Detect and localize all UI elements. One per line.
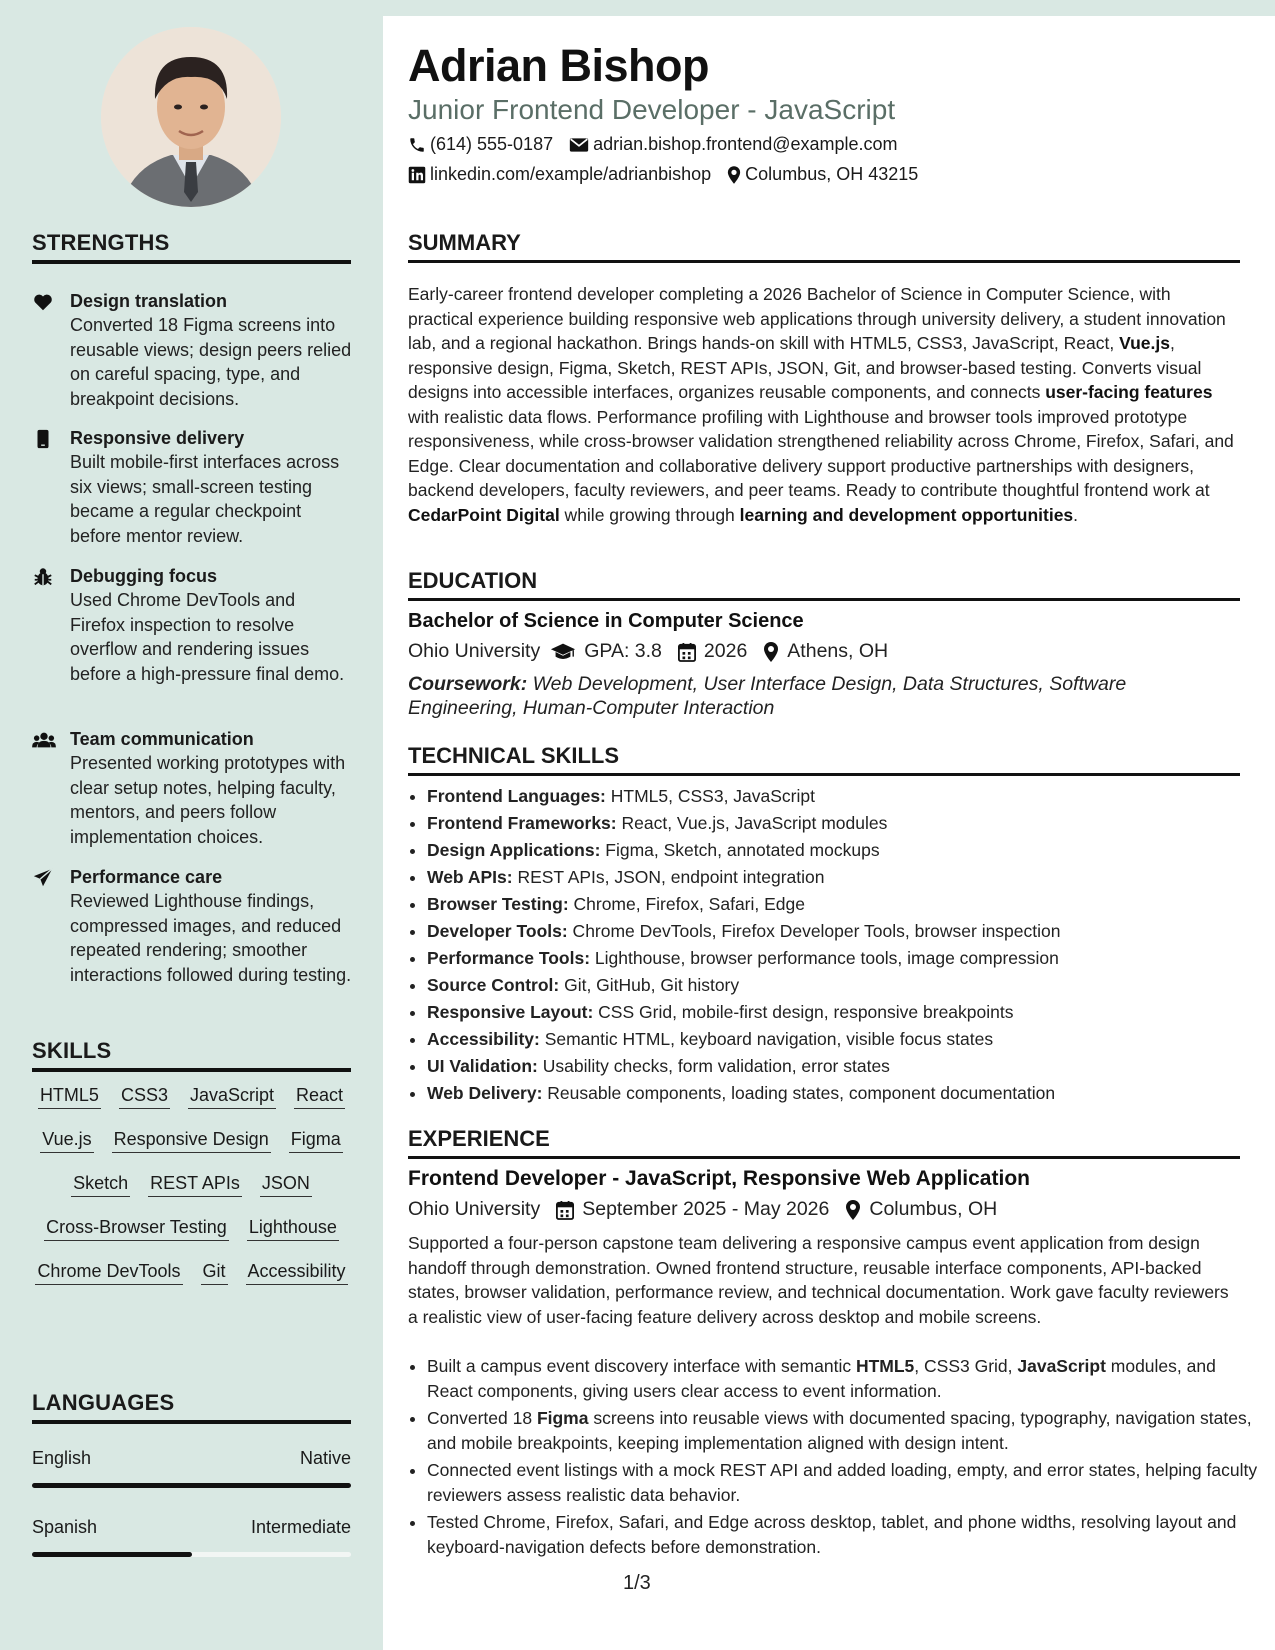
summary-bold: user-facing features	[1045, 382, 1213, 402]
list-item	[427, 1510, 1259, 1559]
bullet-span: modules, and React components, giving users clear access to event information.	[427, 1356, 1216, 1401]
skill-label: Web Delivery:	[427, 1083, 543, 1103]
skill-value: Git, GitHub, Git history	[559, 975, 740, 995]
coursework-list: Web Development, User Interface Design, Data Structures, Software Engineering, Human-Computer Interaction	[408, 673, 1127, 719]
skill-value: Lighthouse, browser performance tools, image compression	[590, 948, 1059, 968]
education-heading: EDUCATION	[408, 568, 1240, 601]
language-level: Native	[299, 1448, 351, 1468]
list-item	[427, 1354, 1259, 1403]
strength-desc: Reviewed Lighthouse findings, compressed images, and reduced repeated rendering; smoother interactions followed during testing.	[70, 891, 352, 985]
strength-title: Performance care	[70, 867, 223, 887]
bullet-span: Connected event listings with a mock REST API and added loading, empty, and error states, helping faculty reviewers assess realistic data behavior.	[427, 1460, 1258, 1505]
strength-title: Debugging focus	[70, 566, 217, 586]
summary-text	[408, 282, 1240, 527]
coursework	[408, 672, 1240, 720]
location-icon	[727, 165, 741, 185]
skill-label: Design Applications:	[427, 840, 601, 860]
list-item	[427, 891, 1259, 918]
email-link[interactable]: adrian.bishop.frontend@example.com	[593, 134, 898, 154]
team-icon	[32, 729, 54, 751]
experience-heading: EXPERIENCE	[408, 1126, 1240, 1159]
list-item	[427, 972, 1259, 999]
job-description: Supported a four-person capstone team delivering a responsive campus event application from design handoff through demonstration. Owned frontend structure, reusable interface components, API-backed states, browser validation, performance review, and technical documentation. Work gave faculty reviewers a realistic view of user-facing feature delivery across desktop and mobile screens.	[408, 1233, 1229, 1327]
summary-span: with realistic data flows. Performance profiling with Lighthouse and browser tools improved prototype responsiveness, while cross-browser validation strengthened reliability across Chrome, Firefox, Safari, and Edge. Clear documentation and collaborative delivery support productive partnerships with designers, backend developers, faculty reviewers, and peer teams. Ready to contribute thoughtful frontend work at	[408, 406, 1234, 500]
skill-label: Web APIs:	[427, 867, 513, 887]
job-title: Frontend Developer - JavaScript, Responsive Web Application	[408, 1167, 1030, 1190]
strength-item	[32, 727, 352, 849]
coursework-label: Coursework:	[408, 673, 528, 695]
summary-bold: CedarPoint Digital	[408, 504, 560, 525]
technical-skills-list	[408, 783, 1259, 1107]
summary-bold: Vue.js	[1119, 333, 1170, 353]
strength-item	[32, 564, 352, 686]
location-icon	[845, 1199, 861, 1221]
page-number: 1/3	[623, 1572, 651, 1594]
skill-chip: Figma	[289, 1126, 343, 1153]
skill-chip: Cross-Browser Testing	[44, 1214, 229, 1241]
strength-item	[32, 426, 352, 548]
skill-value: Usability checks, form validation, error states	[537, 1056, 890, 1076]
language-bar	[32, 1483, 351, 1488]
list-item	[427, 783, 1259, 810]
language-name: English	[32, 1448, 92, 1468]
skill-label: UI Validation:	[427, 1056, 538, 1076]
skill-chip: Sketch	[71, 1170, 130, 1197]
strength-item	[32, 865, 352, 987]
bullet-span: screens into reusable views with documented spacing, typography, navigation states, and mobile breakpoints, keeping implementation aligned with design intent.	[427, 1408, 1252, 1453]
list-item	[427, 945, 1259, 972]
linkedin-link[interactable]: linkedin.com/example/adrianbishop	[430, 164, 712, 184]
calendar-icon	[678, 642, 696, 662]
summary-span: , responsive design, Figma, Sketch, REST APIs, JSON, Git, and browser-based testing. Converts visual designs into accessible interfaces, organizes reusable components, and connects	[408, 333, 1202, 402]
summary-span: while growing through	[559, 504, 740, 525]
skill-label: Developer Tools:	[427, 921, 568, 941]
list-item	[427, 1026, 1259, 1053]
bullet-span: Built a campus event discovery interface with semantic	[427, 1356, 856, 1376]
list-item	[427, 1080, 1259, 1107]
summary-heading: SUMMARY	[408, 230, 1240, 263]
list-item	[427, 999, 1259, 1026]
skill-chip: Responsive Design	[112, 1126, 271, 1153]
skill-label: Performance Tools:	[427, 948, 591, 968]
school-name: Ohio University	[408, 640, 541, 662]
phone-text[interactable]: (614) 555-0187	[430, 134, 554, 154]
strength-item	[32, 289, 352, 411]
skill-chip: Accessibility	[246, 1258, 348, 1285]
skill-chip: HTML5	[38, 1082, 101, 1109]
skill-label: Frontend Frameworks:	[427, 813, 617, 833]
profile-photo	[101, 27, 281, 207]
strength-desc: Converted 18 Figma screens into reusable views; design peers relied on careful spacing, type, and breakpoint decisions.	[70, 315, 352, 409]
bullet-span: , CSS3 Grid,	[914, 1356, 1018, 1376]
summary-span: Early-career frontend developer completing a 2026 Bachelor of Science in Computer Science, with practical experience building responsive web applications through university delivery, a student innovation lab, and a regional hackathon. Brings hands-on skill with HTML5, CSS3, JavaScript, React,	[408, 284, 1226, 353]
strength-desc: Used Chrome DevTools and Firefox inspection to resolve overflow and rendering issues before a high-pressure final demo.	[70, 590, 345, 684]
list-item	[427, 1406, 1259, 1455]
candidate-name: Adrian Bishop	[408, 40, 710, 91]
list-item	[427, 810, 1259, 837]
skill-value: Figma, Sketch, annotated mockups	[600, 840, 880, 860]
experience-bullets	[408, 1354, 1259, 1562]
language-bar-fill	[32, 1483, 351, 1488]
skill-label: Frontend Languages:	[427, 786, 606, 806]
skill-value: Semantic HTML, keyboard navigation, visible focus states	[539, 1029, 994, 1049]
skill-value: Chrome DevTools, Firefox Developer Tools, browser inspection	[567, 921, 1061, 941]
skill-label: Accessibility:	[427, 1029, 540, 1049]
skills-heading: SKILLS	[32, 1038, 351, 1072]
skill-chip: React	[294, 1082, 345, 1109]
education-meta	[408, 640, 904, 663]
calendar-icon	[556, 1200, 574, 1220]
language-name: Spanish	[32, 1517, 98, 1537]
contact-row	[408, 134, 914, 155]
skill-chip: JSON	[260, 1170, 312, 1197]
list-item	[427, 918, 1259, 945]
skills-list	[32, 1082, 351, 1285]
strength-desc: Presented working prototypes with clear setup notes, helping faculty, mentors, and peers follow implementation choices.	[70, 753, 346, 847]
degree-title: Bachelor of Science in Computer Science	[408, 610, 804, 632]
skill-chip: Chrome DevTools	[35, 1258, 182, 1285]
skill-chip: JavaScript	[188, 1082, 276, 1109]
skill-value: Reusable components, loading states, component documentation	[542, 1083, 1056, 1103]
employer-name: Ohio University	[408, 1198, 541, 1220]
skill-value: HTML5, CSS3, JavaScript	[605, 786, 815, 806]
skill-label: Responsive Layout:	[427, 1002, 594, 1022]
language-bar	[32, 1552, 351, 1557]
skill-chip: Lighthouse	[247, 1214, 339, 1241]
skill-label: Browser Testing:	[427, 894, 569, 914]
skill-value: Chrome, Firefox, Safari, Edge	[568, 894, 805, 914]
list-item	[427, 864, 1259, 891]
mobile-icon	[32, 428, 54, 450]
summary-span: .	[1073, 504, 1079, 525]
bullet-span: Tested Chrome, Firefox, Safari, and Edge across desktop, tablet, and phone widths, resolving layout and keyboard-navigation defects before demonstration.	[427, 1512, 1237, 1557]
experience-meta	[408, 1198, 1013, 1221]
heart-icon	[32, 291, 54, 313]
graduation-cap-icon	[550, 642, 576, 662]
candidate-title: Junior Frontend Developer - JavaScript	[408, 94, 896, 125]
skill-value: REST APIs, JSON, endpoint integration	[512, 867, 825, 887]
strength-title: Responsive delivery	[70, 428, 245, 448]
list-item	[427, 837, 1259, 864]
skill-value: React, Vue.js, JavaScript modules	[616, 813, 888, 833]
skill-chip: Vue.js	[40, 1126, 93, 1153]
phone-icon	[408, 136, 426, 154]
skill-value: CSS Grid, mobile-first design, responsive breakpoints	[593, 1002, 1014, 1022]
language-bar-fill	[32, 1552, 192, 1557]
bullet-bold: HTML5	[855, 1356, 915, 1376]
strengths-heading: STRENGTHS	[32, 230, 351, 264]
list-item	[427, 1053, 1259, 1080]
skill-label: Source Control:	[427, 975, 560, 995]
language-level: Intermediate	[250, 1517, 351, 1537]
sidebar	[0, 0, 383, 1650]
email-icon	[569, 137, 589, 153]
location-text: Columbus, OH 43215	[745, 164, 919, 184]
list-item	[427, 1458, 1259, 1507]
strength-desc: Built mobile-first interfaces across six views; small-screen testing became a regular checkpoint before mentor review.	[70, 452, 340, 546]
bullet-bold: JavaScript	[1017, 1356, 1106, 1376]
linkedin-icon	[408, 166, 426, 184]
paper-plane-icon	[32, 867, 54, 889]
technical-skills-heading: TECHNICAL SKILLS	[408, 743, 1240, 776]
graduation-year: 2026	[703, 640, 748, 662]
strength-title: Design translation	[70, 291, 228, 311]
job-dates: September 2025 - May 2026	[582, 1198, 830, 1220]
job-location: Columbus, OH	[869, 1198, 998, 1220]
location-icon	[763, 641, 779, 663]
skill-chip: CSS3	[119, 1082, 170, 1109]
summary-bold: learning and development opportunities	[739, 504, 1074, 525]
skill-chip: REST APIs	[148, 1170, 242, 1197]
gpa: GPA: 3.8	[584, 640, 662, 662]
bullet-bold: Figma	[536, 1408, 589, 1428]
languages-heading: LANGUAGES	[32, 1390, 351, 1424]
strength-title: Team communication	[70, 729, 254, 749]
skill-chip: Git	[201, 1258, 228, 1285]
bullet-span: Converted 18	[427, 1408, 537, 1428]
bug-icon	[32, 566, 54, 588]
contact-row	[408, 164, 934, 185]
education-location: Athens, OH	[787, 640, 889, 662]
